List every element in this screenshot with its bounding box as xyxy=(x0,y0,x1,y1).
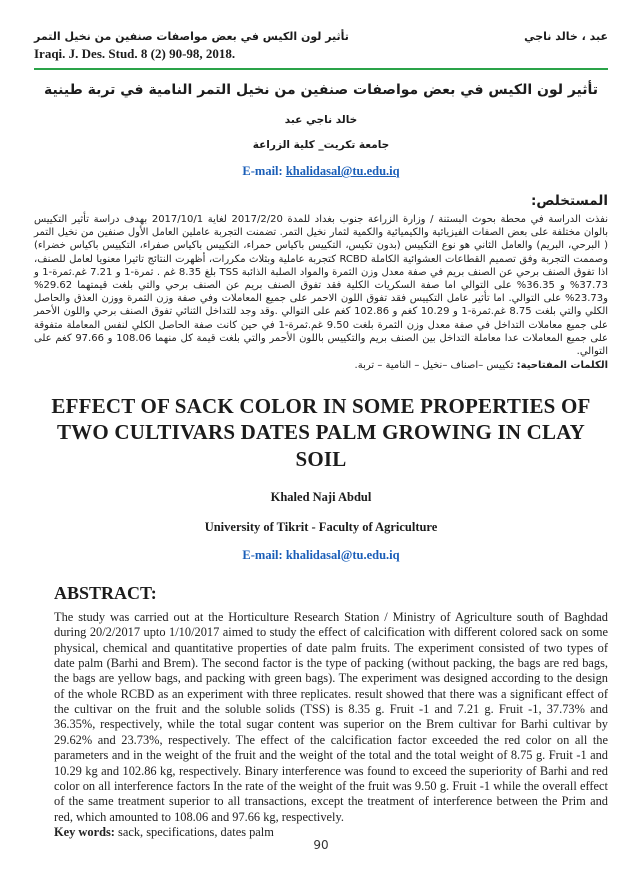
running-title-arabic: تأثير لون الكيس في بعض مواصفات صنفين من نخيل التمر xyxy=(34,30,349,43)
email-label: E-mail: xyxy=(242,164,286,178)
arabic-email-line xyxy=(34,164,608,179)
arabic-keywords-label: الكلمات المفتاحية: xyxy=(516,360,608,372)
journal-reference: Iraqi. J. Des. Stud. 8 (2) 90-98, 2018. xyxy=(34,46,236,61)
english-abstract-heading: ABSTRACT: xyxy=(54,582,157,603)
arabic-article-title: تأثير لون الكيس في بعض مواصفات صنفين من نخيل التمر النامية في تربة طينية xyxy=(43,82,599,98)
english-email-line xyxy=(34,548,608,563)
english-abstract-text: The study was carried out at the Horticulture Research Station / Ministry of Agriculture south of Baghdad during 20/2/2017 upto 1/10/2017 aimed to study the effect of calcification with different colored sack on some physical, chemical and quantitative properties of date palm fruits. The experiment consisted of two types of date palm (Barhi and Brem). The second factor is the type of packing (without packing, the bags are red bags, the bags are yellow bags, and packing with green bags). The experiment was designed according to the design of the whole RCBD as an experiment with three replicates. result showed that there was a significant effect of the cultivar on the fruit and the soluble solids (TSS) is 8.35 g. Fruit -1 and 7.21 g. Fruit -1, 37.73% and 36.35%, respectively, while the total sugar content was superior on the Brem cultivar for Barhi cultivar by 29.62% and 23.73%, respectively. The effect of the calcification factor exceeded the red color on all the parameters and in the weight of the fruit and the weight of the total and the total weight of 8.75 g. Fruit -1 and 10.29 kg and 102.86 kg, respectively. Binary interference was found to exceed the superiority of Barhi and red color on all interference factors In the rate of the weight of the fruit was 9.50 g. Fruit -1 while the overall effect of the same treatment superior to all transactions, except the treatment of interference between the Prim and red, which amounted to 108.06 and 97.66 kg, respectively. xyxy=(54,609,608,824)
header-authors-arabic: عبد ، خالد ناجي xyxy=(524,30,608,43)
page-header xyxy=(0,0,642,70)
email-link[interactable]: khalidasal@tu.edu.iq xyxy=(285,547,400,562)
english-keywords-label: Key words: xyxy=(54,825,115,840)
english-affiliation: University of Tikrit - Faculty of Agriculture xyxy=(204,519,438,534)
page-content xyxy=(0,82,642,840)
arabic-keywords-line xyxy=(34,360,608,371)
english-author-name: Khaled Naji Abdul xyxy=(270,489,372,504)
arabic-affiliation: جامعة تكريت_ كلية الزراعة xyxy=(252,139,390,151)
english-keywords-text: sack, specifications, dates palm xyxy=(114,825,274,840)
english-article-title: EFFECT OF SACK COLOR IN SOME PROPERTIES OF TWO CULTIVARS DATES PALM GROWING IN CLAY SOIL xyxy=(51,394,591,471)
email-link[interactable]: khalidasal@tu.edu.iq xyxy=(285,164,400,178)
header-divider-rule xyxy=(34,68,608,70)
email-label: E-mail: xyxy=(242,547,286,562)
arabic-keywords-text: تكييس –اصناف –نخيل – النامية – تربة. xyxy=(354,360,517,372)
arabic-abstract-text: نفذت الدراسة في محطة بحوث البستنة / وزارة الزراعة جنوب بغداد للمدة 2017/2/20 لغاية 2017/10/1 بهدف دراسة تأثير التكييس بالوان مختلفة على بعض الصفات الفيزيائية والكيميائية والكمية لثمار نخيل التمر. تضمنت التجربة عاملين العامل الأول صنفين من نخيل التمر ( البرحي، البريم) والعامل الثاني هو نوع التكييس (بدون تكيس، التكييس باكياس حمراء، التكييس باكياس صفراء، التكييس باكياس خضراء) وصممت التجربة وفق تصميم القطاعات العشوائية الكاملة RCBD كتجربة عاملية وبثلاث مكررات، أظهرت النتائج تاثيرا معنويا لعامل للصنف، اذا تفوق الصنف برحي عن الصنف بريم في صفة معدل وزن الثمرة والمواد الصلبة الذائبة TSS بلغ 8.35 غم . ثمرة-1 و 7.21 غم.ثمرة-1 و 37.73% و 36.35% على التوالي اما صفة السكريات الكلية فقد تفوق الصنف بريم عن الصنف برحي والتي بلغت قيمتهما 29.62% و23.73% على التوالي. اما تأثير عامل التكييس فقد تفوق اللون الاحمر على جميع المعاملات وفي صفة وزن الثمرة ووزن العذق والحاصل الكلي والتي بلغت 8.75 غم.ثمرة-1 و 10.29 كغم و 102.86 كغم على التوالي .وقد وجد للتداخل الثنائي تفوق الصنف برحي واللون الأحمر على جميع معاملات التداخل في صفة معدل وزن الثمرة بلغت 9.50 غم.ثمرة-1 في حين كانت صفة الحاصل الكلي لنفس المعاملة متفوقة على جميع المعاملات عدا معاملة التداخل بين الصنف بريم والتكييس باللون الأحمر والتي بلغت قيمة كل منهما 108.06 و 97.66 كغم على التوالي. xyxy=(34,214,609,357)
page-number: 90 xyxy=(313,838,329,852)
arabic-abstract-heading: المستخلص: xyxy=(530,193,608,209)
arabic-author-name: خالد ناجي عبد xyxy=(284,114,358,126)
